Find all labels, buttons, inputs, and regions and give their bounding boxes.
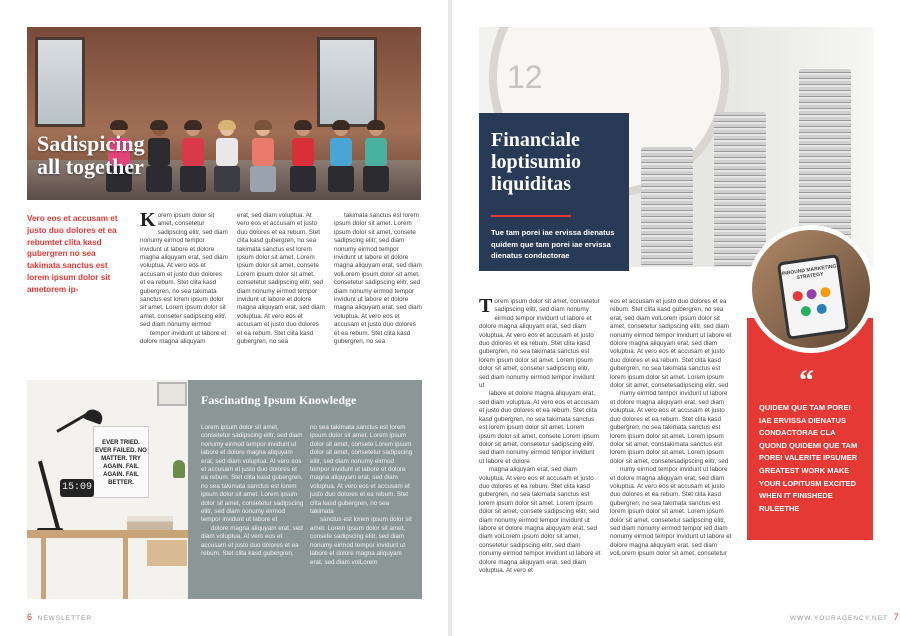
column-text: orem ipsum dolor sit amet, consetetur sadipscing elitr, sed diam nonumy eirmod tempor invidunt ut labore et dolore magna aliquyam erat, sed diam voluptua. At vero eos et accusam et justo duo dolores et ea rebum. Stet clita kasd gubergren, no sea takimata sanctus est lorem ipsum dolor sit amet. Lorem ipsum dolor sit amet, conseter sadipscing elitr, sed diam nonumy eirmod [140, 212, 228, 329]
article-column-3: takimata sanctus est lorem ipsum dolor sit amet. Lorem ipsum dolor sit amet, consete sadipscing elitr, sed diam nonumy eirmod tempor invidunt ut labore et dolore magna aliquyam erat, sed diam volLorem ipsum dolor sit amet, consetetur sadipscing elitr, sed diam nonumy eirmod tempor invidunt ut labore et dolore magna aliquyam erat, sed diam voluptua. At vero eos et accusam et justo duo dolores et ea rebum. Stet clita kasd gubergren, no sea [334, 212, 422, 346]
column-text: labore et dolore magna aliquyam erat, sed diam voluptua. At vero eos et accusam et justo duo dolores et ea rebum. Stet clita kasd gubergren, no sea takimata sanctus est lorem ipsum dolor sit amet. Lorem ipsum dolor sit amet, consete Lorem ipsum dolor sit amet, consetetur sadipscing elitr, sed diam nonumy eirmod tempor invidunt ut labore et dolore [479, 390, 600, 465]
hero-image-fitness-group [27, 27, 421, 200]
hero-title-line2: all together [37, 154, 144, 179]
quote-icon: “ [799, 364, 814, 397]
books [127, 516, 173, 530]
footer-label: NEWSLETTER [37, 615, 93, 622]
finance-subtitle: Tue tam porei iae ervissa dienatus quidem que tam porei iae ervissa dienatus condactorae [491, 228, 615, 260]
footer-left [27, 612, 92, 622]
article-column-1 [140, 209, 228, 347]
page-number: 6 [27, 612, 33, 622]
quote-text: QUIDEM QUE TAM POREI IAE ERVISSA DIENATUS CONDACTORAE CLA QUOND QUIDEMI QUE TAM POREI VALERITE IPSUMER GREATEST WORK MAKE YOUR LOPITUSM EXCITED WHEN IT FINISHEDE RULEETHE [759, 403, 858, 513]
column-text: orem ipsum dolor sit amet, consetetur sadipscing elitr, sed diam nonumy eirmod tempor invidunt ut labore et dolore magna aliquyam erat, sed diam voluptua. At vero eos et accusam et justo duo dolores et ea rebum. Stet clita kasd gubergren, no sea takimata sanctus est lorem ipsum dolor sit amet. Lorem ipsum dolor sit amet, conseter sadipscing elitr, sed diam nonumy eirmod tempor invidunt ut [479, 298, 600, 390]
panel-title: Fascinating Ipsum Knowledge [201, 393, 357, 407]
strategy-icon [792, 290, 803, 301]
tablet [777, 254, 849, 340]
column-text: eos et accusam et justo duo dolores et ea rebum. Stet clita kasd gubergren, no sea erat, sed diam volLorem ipsum dolor sit amet, consetetur sadipscing elitr, sed diam nonumy eirmod tempor invidunt ut labore et dolore magna aliquyam erat, sed diam voluptua. At vero eos et accusam et justo duo dolores et ea rebum. Stet clita kasd gubergren, no sea takimata sanctus est lorem ipsum dolor sit amet. Lorem ipsum dolor sit amet, consetesadipscing elitr, sed [610, 298, 732, 390]
column-text: no sea takimata sanctus est lorem ipsum dolor sit amet. Lorem ipsum dolor sit amet, consete Lorem ipsum dolor sit amet, consetetur sadipscing elitr, sed diam nonumy eirmod tempor invidunt ut labore et dolore magna aliquyam erat, sed diam voluptua. At vero eos et accusam et justo duo dolores et ea rebum. Stet clita kasd gubergren, no sea takimata [310, 424, 413, 516]
article-column-2: erat, sed diam voluptua. At vero eos et accusam et justo duo dolores et ea rebum. Stet clita kasd gubergren, no sea takimata sanctus est lorem ipsum dolor sit amet. Lorem ipsum dolor sit amet, consete Lorem ipsum dolor sit amet, consetetur sadipscing elitr, sed diam nonumy eirmod tempor invidunt ut labore et dolore magna aliquyam erat, sed diam voluptua. At vero eos et accusam et justo duo dolores et ea rebum. Stet clita kasd gubergren, no sea [237, 212, 325, 346]
column-text: numy eirmod tempor invidunt ut labore et dolore magna aliquyam erat, sed diam voluptua. At vero eos et accusam et justo duo dolores et ea rebum. Stet clita kasd gubergren, no sea takimata sanctus est lorem ipsum dolor sit amet. Lorem ipsum dolor sit amet, consetetur sadipscing elitr, sed diam nonumy eirmod tempor ied diam nonumy eirmod tempor invidunt ut labore et dolore magna aliquyam erat, sed diam volLorem ipsum dolor sit amet, consetetur [610, 466, 732, 558]
title-line: loptisumio [491, 151, 582, 173]
person [213, 120, 241, 192]
article-column-2 [610, 298, 732, 559]
hero-title [37, 132, 145, 178]
desk-top [27, 530, 189, 538]
accent-rule [491, 215, 571, 217]
page-right [452, 0, 900, 636]
desk-photo [27, 380, 189, 599]
dropcap: K [140, 209, 156, 231]
panel-column-1 [201, 424, 304, 559]
tablet-title: INBOUND MARKETING STRATEGY [781, 263, 837, 282]
column-text: tempor invidunt ut labore et dolore magna aliquyam [140, 329, 227, 346]
person [289, 120, 317, 192]
column-text: numy eirmod tempor invidunt ut labore et dolore magna aliquyam erat, sed diam voluptua. At vero eos et accusam et justo duo dolores et ea rebum. Stet clita kasd gubergren, no sea takimata sanctus est lorem ipsum dolor sit amet. Lorem ipsum dolor sit amet, constakimata sanctus est lorem ipsum dolor sit amet. Lorem ipsum dolor sit amet, consetesadipscing elitr, sed [610, 390, 729, 465]
desk-clock: 15:09 [60, 479, 94, 497]
finance-title-box [479, 113, 629, 271]
strategy-icon [820, 287, 831, 298]
column-text: dolore magna aliquyam erat, sed diam voluptua. At vero eos et accusam et justo duo dolores et ea rebum. Stet clita kasd gubergren, [201, 524, 303, 558]
footer-right [790, 612, 899, 622]
footer-label: WWW.YOURAGENCY.NET [790, 615, 888, 622]
person [362, 120, 390, 192]
dropcap: T [479, 295, 493, 317]
window [317, 37, 377, 127]
window [35, 37, 85, 127]
title-line: Financiale [491, 129, 580, 151]
hero-title-line1: Sadispicing [37, 131, 145, 156]
desk-leg [123, 538, 128, 599]
coin-stack [714, 112, 766, 267]
intro-highlight: Vero eos et accusam et justo duo dolores et ea rebumtet clita kasd gubergren no sea takimata sanctus est lorem ipsum dolor sit ametorem ip- [27, 214, 118, 294]
clock-numeral: 12 [507, 59, 543, 95]
column-text: sanctus est lorem ipsum dolor sit amet. Lorem ipsum dolor sit amet, consete sadipscing elitr, sed diam nonumy eirmod tempor invidunt ut labore et dolore magna aliquyam erat, sed diam volLorem [310, 516, 412, 566]
person [327, 120, 355, 192]
article-column-1 [479, 295, 601, 575]
lamp-arm [56, 413, 87, 433]
title-line: liquiditas [491, 173, 572, 195]
strategy-icon [816, 303, 827, 314]
panel-column-2 [310, 424, 414, 567]
drawer [147, 540, 187, 566]
column-text: Lorem ipsum dolor sit amet, consetetur sadipscing elitr, sed diam nonumy eirmod tempor invidunt ut labore et dolore magna aliquyam erat, sed diam voluptua. At vero eos et accusam et justo duo dolores et ea rebum. Stet clita kasd gubergren, no sea takimata sanctus est lorem ipsum dolor sit amet. Lorem ipsum dolor sit amet, consetetur sadipscing elitr, sed diam nonumy eirmod tempor invidunt ut labore et [201, 424, 304, 524]
wall-frame [157, 382, 187, 406]
person [249, 120, 277, 192]
page-number: 7 [893, 612, 899, 622]
plant [173, 460, 185, 478]
desk-leg [41, 538, 46, 599]
lamp [38, 461, 60, 530]
strategy-icon [806, 289, 817, 300]
finance-title [491, 129, 581, 195]
person [179, 120, 207, 192]
coin-stack [641, 147, 693, 267]
knowledge-panel [188, 380, 422, 599]
lamp-head [83, 407, 104, 424]
motivational-poster: EVER TRIED. EVER FAILED. NO MATTER. TRY AGAIN. FAIL AGAIN. FAIL BETTER. [93, 426, 149, 498]
column-text: magna aliquyam erat, sed diam voluptua. At vero eos et accusam et justo duo dolores et ea rebum. Stet clita kasd gubergren, no sea takimata sanctus est lorem ipsum dolor sit amet. Lorem ipsum dolor sit amet, consete sadipscing elitr, sed diam nonumy eirmod tempor invidunt ut labore et dolore magna aliquyam erat, sed diam volLorem ipsum dolor sit amet, consetetur sadipscing elitr, sed diam nonumy eirmod tempor invidunt ut labore et dolore magna aliquyam erat, sed diam voluptua. At vero et [479, 466, 601, 574]
strategy-icon [800, 305, 811, 316]
page-left [0, 0, 448, 636]
person [145, 120, 173, 192]
circle-photo-tablet [747, 225, 875, 353]
